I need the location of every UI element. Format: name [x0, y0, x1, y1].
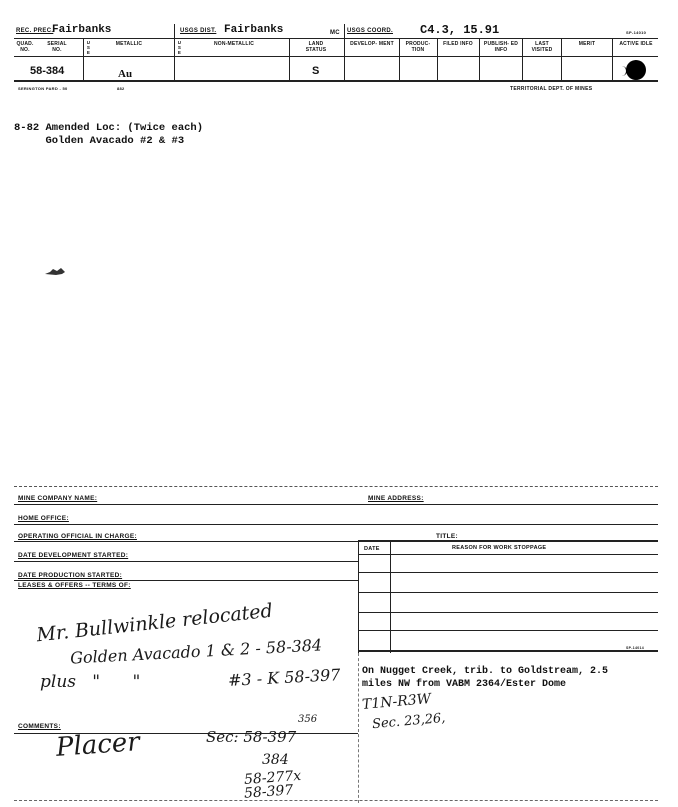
- golden-avacado-note: Golden Avacado #2 & #3: [14, 135, 185, 147]
- stoppage-row: [358, 592, 658, 593]
- stoppage-row: [358, 572, 658, 573]
- stoppage-table-left: [358, 541, 359, 653]
- handwritten-58-277x: 58-277x: [243, 768, 302, 788]
- card-number-label: 882: [117, 86, 125, 91]
- page-bottom-rule: [14, 800, 658, 801]
- col-header-merit: MERIT: [578, 41, 596, 47]
- usgs-coord-label: USGS COORD.: [347, 28, 393, 34]
- col-header-metallic: METALLIC: [115, 41, 143, 47]
- form-rule: [14, 561, 358, 562]
- scan-speck: [44, 263, 68, 273]
- col-divider: [437, 38, 438, 80]
- active-idle-arc: [618, 66, 627, 76]
- handwritten-sec-numbers: Sec: 58-397: [206, 728, 297, 746]
- home-office-label: HOME OFFICE:: [18, 515, 69, 522]
- card-maker-label: SERINGTON PARD - 50: [18, 86, 68, 91]
- handwritten-58-397: 58-397: [243, 782, 294, 802]
- leases-offers-label: LEASES & OFFERS -- TERMS OF:: [18, 582, 131, 589]
- col-header-non-metallic: NON-METALLIC: [213, 41, 255, 47]
- col-header-production: PRODUC- TION: [405, 41, 431, 53]
- stoppage-row: [358, 612, 658, 613]
- header-line-bottom: [14, 80, 658, 82]
- col-header-filed-info: FILED INFO: [443, 41, 473, 47]
- serial-number-value: 58-384: [30, 65, 65, 77]
- active-idle-marker: [626, 60, 646, 80]
- col-header-last-visited: LAST VISITED: [531, 41, 553, 53]
- handwritten-section: Sec. 23,26,: [371, 710, 447, 733]
- stoppage-row: [358, 554, 658, 555]
- operating-official-label: OPERATING OFFICIAL IN CHARGE:: [18, 533, 137, 540]
- form-rule: [14, 580, 358, 581]
- col-divider: [522, 38, 523, 80]
- handwritten-note-number-3: #3 - K 58-397: [227, 665, 341, 690]
- col-header-development: DEVELOP- MENT: [350, 41, 394, 47]
- col-divider: [561, 38, 562, 80]
- rec-prec-label: REC. PREC.: [16, 28, 54, 34]
- handwritten-384: 384: [262, 752, 289, 768]
- col-divider: [289, 38, 290, 80]
- title-label: TITLE:: [436, 533, 459, 540]
- land-status-value: S: [312, 65, 320, 77]
- mine-company-name-label: MINE COMPANY NAME:: [18, 495, 98, 502]
- col-divider: [612, 38, 613, 80]
- form-number-bottom: SP-14014: [626, 646, 644, 650]
- col-header-use: U S E: [86, 40, 91, 55]
- form-number-top: SP-14010: [626, 30, 647, 35]
- col-header-land-status: LAND STATUS: [305, 41, 327, 53]
- form-rule: [14, 504, 658, 505]
- col-header-use: U S E: [177, 40, 182, 55]
- usgs-dist-label: USGS DIST.: [180, 28, 217, 34]
- mine-address-label: MINE ADDRESS:: [368, 495, 424, 502]
- col-divider: [174, 24, 175, 80]
- col-divider: [399, 38, 400, 80]
- stoppage-table-top: [358, 540, 658, 542]
- scan-speck-icon: [44, 266, 68, 276]
- col-header-active-idle: ACTIVE IDLE: [619, 41, 653, 47]
- stoppage-row: [358, 650, 658, 652]
- rec-prec-value: Fairbanks: [52, 24, 112, 36]
- mc-label: MC: [330, 30, 340, 36]
- handwritten-placer: Placer: [55, 727, 141, 763]
- col-divider: [479, 38, 480, 80]
- handwritten-356: 356: [298, 714, 318, 725]
- col-header-quad-no: QUAD. NO.: [16, 41, 34, 53]
- handwritten-township: T1N-R3W: [361, 691, 432, 713]
- location-description-line2: miles NW from VABM 2364/Ester Dome: [362, 679, 567, 690]
- territorial-dept-label: TERRITORIAL DEPT. OF MINES: [510, 86, 593, 92]
- date-development-label: DATE DEVELOPMENT STARTED:: [18, 552, 129, 559]
- handwritten-note-plus: plus " ": [40, 672, 141, 692]
- col-header-published-info: PUBLISH- ED INFO: [483, 41, 519, 53]
- location-description-line1: On Nugget Creek, trib. to Goldstream, 2.5: [362, 666, 609, 677]
- form-rule: [14, 524, 658, 525]
- form-top-rule: [14, 486, 658, 487]
- metallic-value: Au: [118, 68, 133, 80]
- handwritten-note-golden-avacado: Golden Avacado 1 & 2 - 58-384: [69, 635, 323, 668]
- col-divider: [344, 24, 345, 80]
- col-header-serial-no: SERIAL NO.: [47, 41, 67, 53]
- comments-label: COMMENTS:: [18, 723, 61, 730]
- reason-header: REASON FOR WORK STOPPAGE: [452, 545, 547, 551]
- usgs-coord-value: C4.3, 15.91: [420, 23, 500, 37]
- col-divider: [83, 38, 84, 80]
- usgs-dist-value: Fairbanks: [224, 24, 284, 36]
- stoppage-row: [358, 630, 658, 631]
- handwritten-note-relocated: Mr. Bullwinkle relocated: [35, 599, 274, 647]
- bottom-divider: [358, 653, 359, 803]
- date-header: DATE: [364, 546, 380, 552]
- amended-location-note: 8-82 Amended Loc: (Twice each): [14, 122, 204, 134]
- date-production-label: DATE PRODUCTION STARTED:: [18, 572, 123, 579]
- stoppage-table-divider: [390, 541, 391, 653]
- header-strip: [14, 24, 658, 94]
